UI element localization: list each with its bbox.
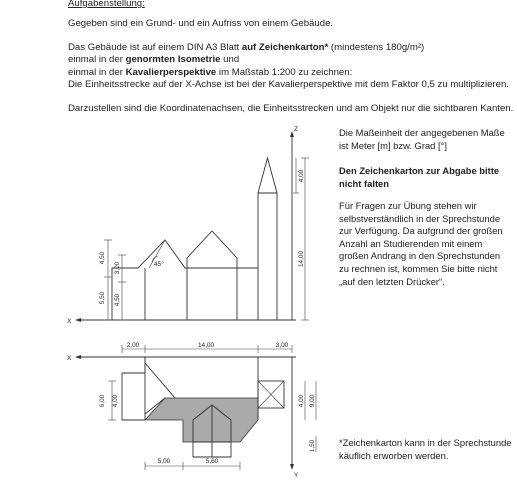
dim-3-00: 3,00 [114, 261, 121, 275]
plan-dim-5-60: 5,60 [205, 458, 219, 465]
plan-dim-2-00: 2,00 [126, 342, 140, 349]
plan-x-axis-arrow [75, 355, 81, 359]
dim-4-00: 4,00 [298, 169, 305, 183]
task-line-2: einmal in der genormten Isometrie und [68, 54, 240, 65]
task-line-1: Das Gebäude ist auf einem DIN A3 Blatt auf Zeichenkarton* (mindestens 180g/m²) [68, 42, 425, 53]
y-axis-label: Y [294, 472, 299, 479]
plan-dim-1-50: 1,50 [309, 439, 316, 453]
roof-gray-area [145, 398, 258, 442]
task-line-3: einmal in der Kavalierperspektive im Maßstab 1:200 zu zeichnen: [68, 67, 353, 78]
task-line-4: Die Einheitsstrecke auf der X-Achse ist bei der Kavalierperspektive mit dem Faktor 0,5 zu multiplizieren. [68, 79, 509, 90]
plan-dim-5-00: 5,00 [157, 458, 171, 465]
z-axis-label: Z [294, 126, 298, 133]
dim-14-00: 14,00 [298, 251, 305, 267]
intro-text: Gegeben sind ein Grund- und ein Aufriss von einem Gebäude. [68, 18, 334, 29]
hip-line-1 [145, 363, 175, 398]
plan-outline-top [122, 357, 258, 373]
dim-4-50-bottom: 4,50 [114, 293, 121, 307]
folding-note: Den Zeichenkarton zur Abgabe bitte nicht falten [339, 165, 500, 189]
middle-gable [187, 231, 237, 320]
angle-label: 45° [154, 261, 164, 268]
unit-note: Die Maßeinheit der angegebenen Maße ist Meter [m] bzw. Grad [°] [339, 127, 505, 151]
tower-body [258, 193, 277, 320]
x-axis-label: X [67, 318, 72, 325]
plan-dim-3-00: 3,00 [275, 342, 289, 349]
dim-5-50: 5,50 [99, 291, 106, 305]
dim-4-50-top: 4,50 [99, 251, 106, 265]
elevation-view [67, 126, 309, 325]
plan-dim-4-00-left: 4,00 [112, 394, 119, 408]
plan-dim-4-00-right: 4,00 [298, 394, 305, 408]
plan-dim-6-00: 6,00 [99, 394, 106, 408]
office-hours-note: Für Fragen zur Übung stehen wir selbstverständlich in der Sprechstunde zur Verfügung. Da aufgrund der großen Anzahl an Studierenden mit einem großen Andrang in den Sprechstunden zu rechnen ist, kommen Sie bitte nicht „auf den letzten Drücker“. [339, 200, 503, 287]
plan-outline-left [122, 373, 145, 420]
plan-view [67, 342, 316, 479]
footnote: *Zeichenkarton kann in der Sprechstunde käuflich erworben werden. [339, 437, 512, 461]
y-axis-arrow [290, 464, 294, 470]
tower-spire [258, 158, 277, 193]
house-left-wing [112, 240, 187, 320]
instruction-text: Darzustellen sind die Koordinatenachsen, die Einheitsstrecken und am Objekt nur die sichtbaren Kanten. [68, 103, 514, 114]
task-heading: Aufgabenstellung: [68, 0, 145, 9]
plan-dim-14-00: 14,00 [198, 342, 214, 349]
plan-dim-9-00: 9,00 [309, 394, 316, 408]
x-axis-arrow [75, 318, 81, 322]
plan-x-axis-label: X [67, 355, 72, 362]
